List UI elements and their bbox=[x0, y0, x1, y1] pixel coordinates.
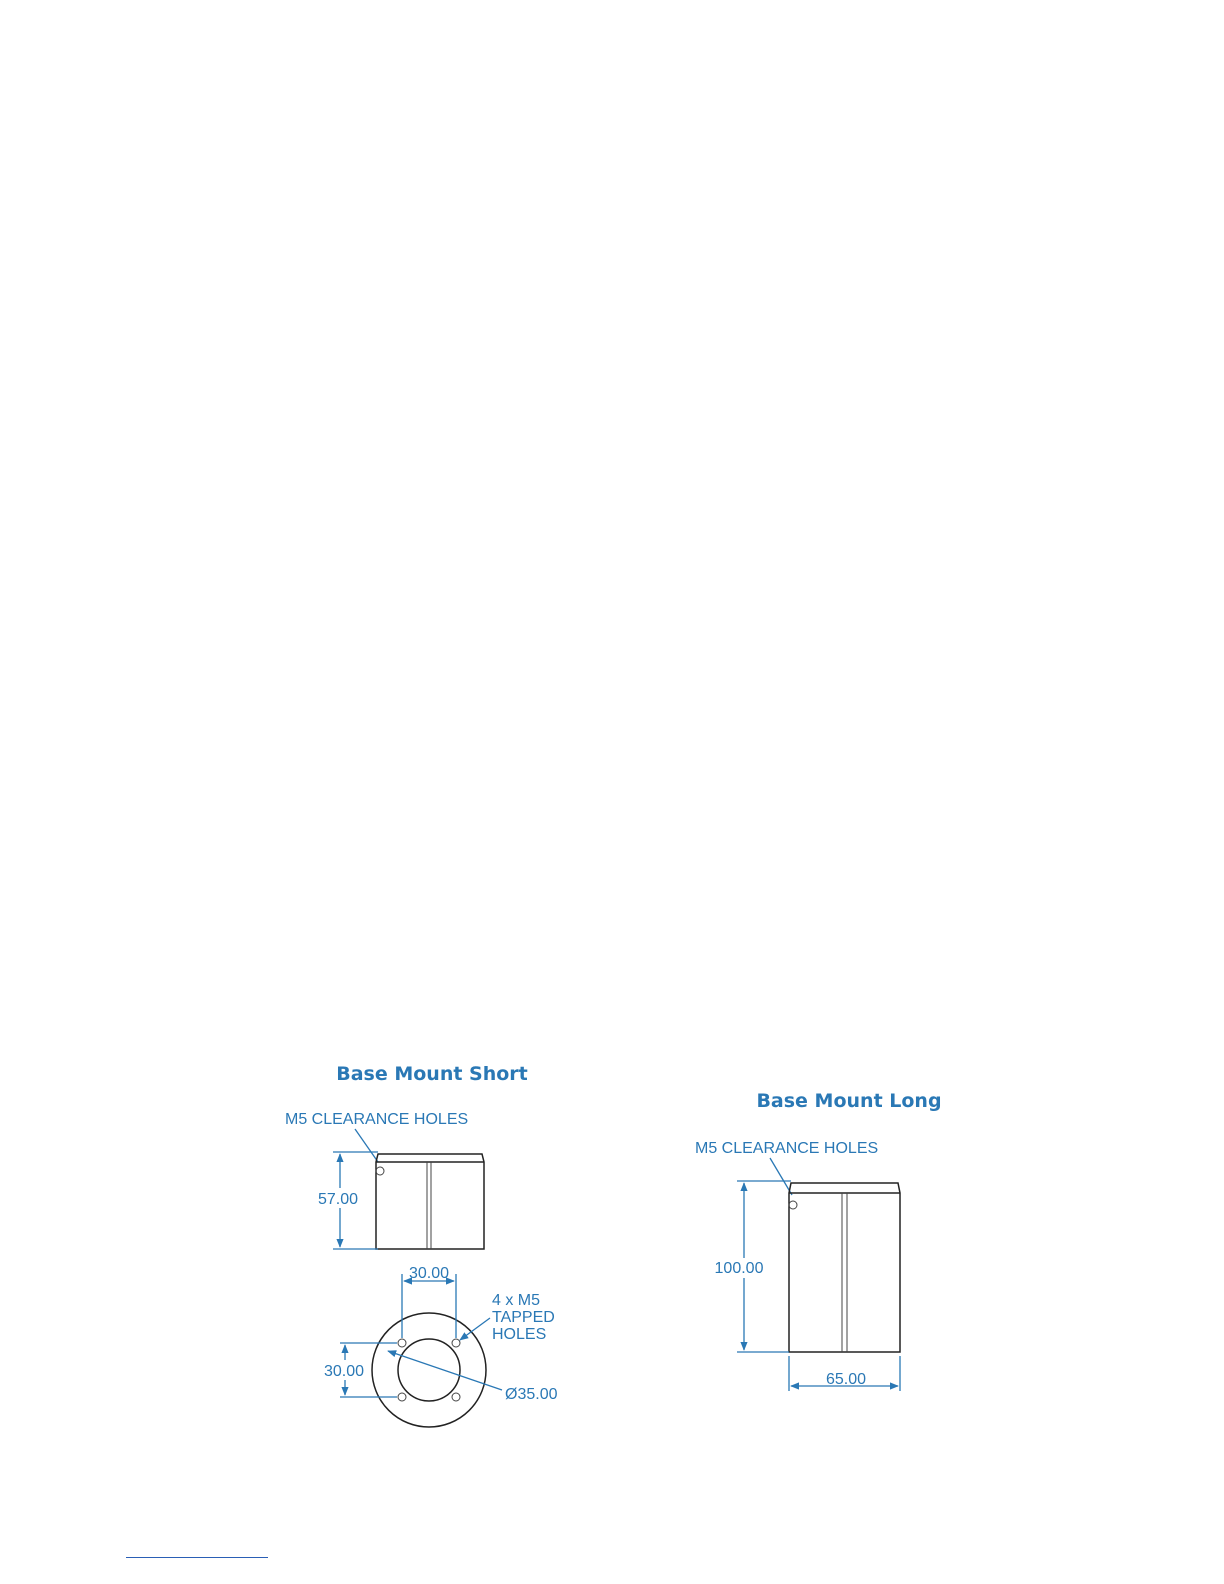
tapped-hole-icon bbox=[398, 1393, 406, 1401]
short-bore-circle bbox=[398, 1339, 460, 1401]
tapped-label-line-1: 4 x M5 bbox=[492, 1292, 541, 1309]
long-title: Base Mount Long bbox=[756, 1090, 942, 1112]
long-height-value: 100.00 bbox=[714, 1260, 764, 1277]
short-title: Base Mount Short bbox=[336, 1063, 528, 1085]
long-width-value: 65.00 bbox=[825, 1371, 867, 1388]
tapped-hole-icon bbox=[398, 1339, 406, 1347]
tapped-label-line-2: TAPPED bbox=[492, 1309, 555, 1326]
short-hole-spacing-x bbox=[402, 1265, 456, 1338]
long-height-dimension bbox=[712, 1181, 791, 1352]
short-clearance-leader bbox=[355, 1129, 378, 1162]
short-top-view bbox=[372, 1313, 486, 1427]
base-mount-short bbox=[285, 1063, 558, 1427]
long-clearance-leader bbox=[770, 1158, 792, 1195]
short-outer-circle bbox=[372, 1313, 486, 1427]
long-clearance-hole bbox=[789, 1201, 797, 1209]
short-hole-spacing-y bbox=[322, 1343, 397, 1397]
short-height-dimension bbox=[318, 1152, 378, 1249]
base-mount-long bbox=[695, 1090, 942, 1391]
short-hole-spacing-x-value: 30.00 bbox=[408, 1265, 450, 1282]
bore-diameter-callout bbox=[388, 1351, 558, 1403]
tapped-hole-icon bbox=[452, 1339, 460, 1347]
short-hole-spacing-y-value: 30.00 bbox=[323, 1363, 365, 1380]
short-clearance-hole bbox=[376, 1167, 384, 1175]
tapped-hole-icon bbox=[452, 1393, 460, 1401]
short-height-value: 57.00 bbox=[317, 1191, 359, 1208]
long-width-dimension bbox=[789, 1356, 900, 1391]
footer-rule bbox=[126, 1557, 268, 1558]
tapped-label-line-3: HOLES bbox=[492, 1326, 547, 1343]
short-clearance-label: M5 CLEARANCE HOLES bbox=[285, 1111, 469, 1128]
long-side-view bbox=[789, 1183, 900, 1352]
short-bore-diameter: Ø35.00 bbox=[505, 1386, 558, 1403]
short-side-view bbox=[376, 1154, 484, 1249]
long-clearance-label: M5 CLEARANCE HOLES bbox=[695, 1140, 879, 1157]
